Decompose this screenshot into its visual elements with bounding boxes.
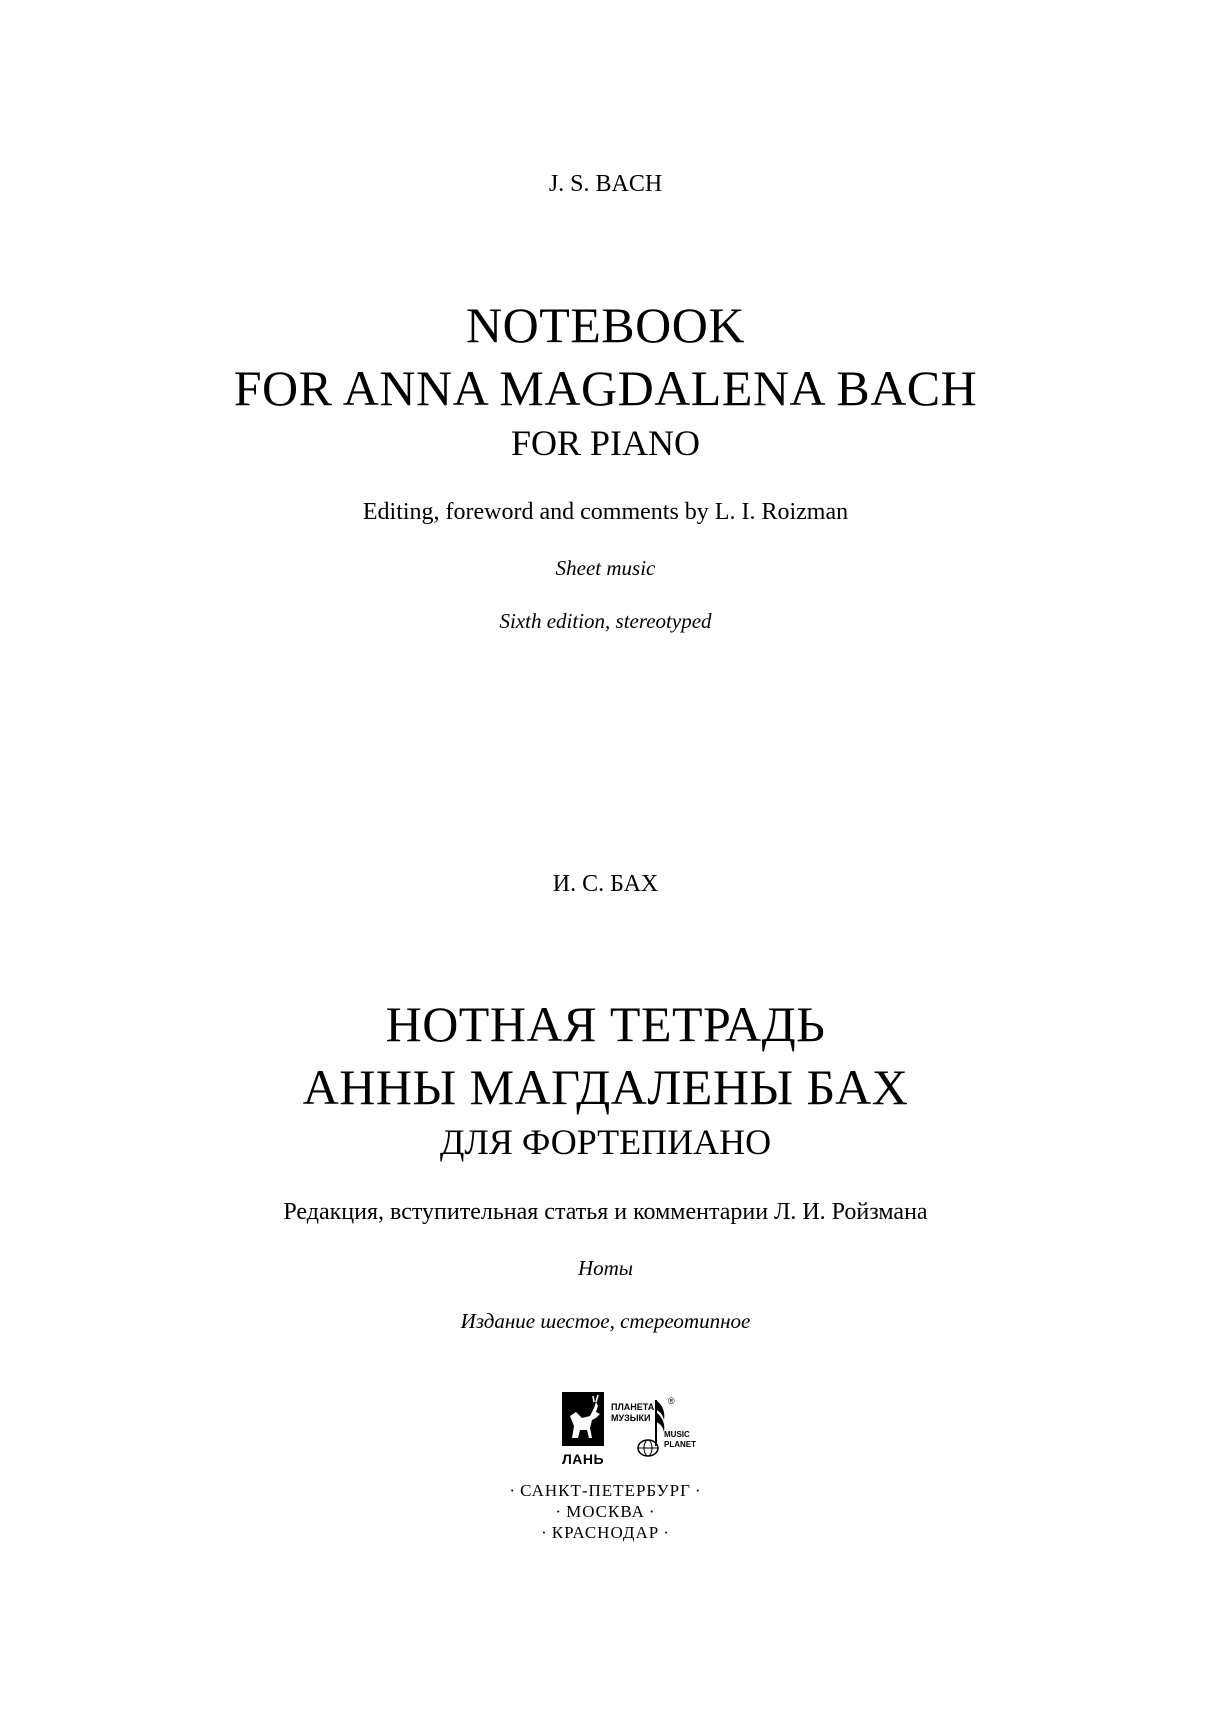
logo-planet-line1: ПЛАНЕТА <box>611 1402 655 1412</box>
separator-dot: · <box>509 1481 517 1500</box>
city-saint-petersburg: САНКТ-ПЕТЕРБУРГ <box>520 1481 691 1500</box>
separator-dot: · <box>648 1502 656 1521</box>
russian-edition: Издание шестое, стереотипное <box>460 1309 751 1333</box>
logo-music-line2: PLANET <box>664 1440 696 1449</box>
english-title-line2: FOR ANNA MAGDALENA BACH <box>233 360 978 416</box>
separator-dot: · <box>541 1523 548 1542</box>
city-line-2 <box>0 1503 1211 1520</box>
city-line-3 <box>0 1524 1211 1541</box>
russian-type: Ноты <box>577 1256 634 1280</box>
russian-subtitle: ДЛЯ ФОРТЕПИАНО <box>439 1122 772 1162</box>
russian-title-line2: АННЫ МАГДАЛЕНЫ БАХ <box>302 1059 909 1115</box>
city-line-1 <box>0 1482 1211 1499</box>
publisher-logo <box>560 1390 710 1480</box>
logo-music-line1: MUSIC <box>664 1430 690 1439</box>
russian-author: И. С. БАХ <box>552 871 659 897</box>
english-author: J. S. BACH <box>548 171 663 197</box>
logo-lan-text: ЛАНЬ <box>561 1451 605 1467</box>
english-editor: Editing, foreword and comments by L. I. Roizman <box>362 499 849 525</box>
english-type: Sheet music <box>555 556 656 580</box>
russian-editor: Редакция, вступительная статья и комментарии Л. И. Ройзмана <box>283 1199 928 1225</box>
separator-dot: · <box>663 1523 670 1542</box>
globe-icon <box>638 1440 658 1456</box>
city-krasnodar: КРАСНОДАР <box>551 1523 660 1542</box>
separator-dot: · <box>555 1502 563 1521</box>
registered-mark: ® <box>668 1396 675 1406</box>
logo-planet-line2: МУЗЫКИ <box>611 1413 651 1423</box>
separator-dot: · <box>694 1481 702 1500</box>
lan-deer-logo-icon <box>562 1392 604 1446</box>
city-moscow: МОСКВА <box>566 1502 645 1521</box>
english-subtitle: FOR PIANO <box>510 423 701 463</box>
english-edition: Sixth edition, stereotyped <box>499 609 712 633</box>
russian-title-line1: НОТНАЯ ТЕТРАДЬ <box>385 996 826 1052</box>
english-title-line1: NOTEBOOK <box>466 297 745 353</box>
